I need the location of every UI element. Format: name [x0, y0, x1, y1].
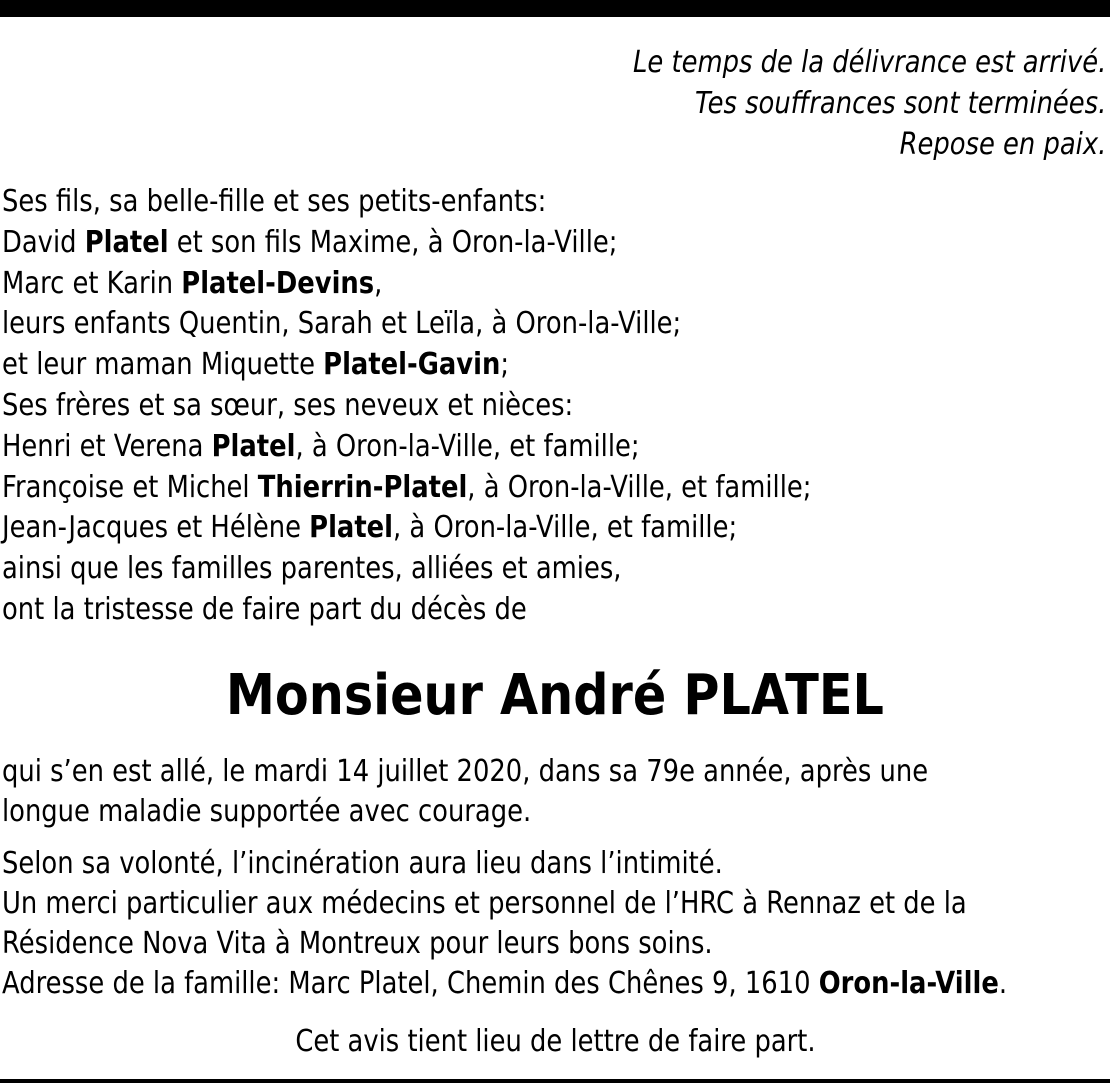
family-line: Ses fils, sa belle-fille et ses petits-enfants: [2, 184, 547, 219]
family-line [2, 468, 811, 509]
family-text: Jean-Jacques et Hélène [2, 510, 310, 546]
address-text: . [998, 966, 1008, 1001]
address-town: Oron-la-Ville [818, 966, 999, 1001]
epigraph-line: Le temps de la délivrance est arrivé. [632, 45, 1106, 80]
family-line: ainsi que les familles parentes, alliées et amies, [2, 551, 622, 587]
family-surname: Platel-Devins [181, 265, 375, 301]
family-text: Françoise et Michel [2, 469, 258, 505]
family-text: et son fils Maxime, à Oron-la-Ville; [168, 224, 618, 260]
death-notice-paragraph [2, 752, 928, 832]
notice-line: qui s’en est allé, le mardi 14 juillet 2020, dans sa 79e année, après une [2, 754, 929, 789]
family-line [2, 345, 811, 386]
family-text: David [2, 224, 85, 260]
family-text: Henri et Verena [2, 428, 212, 464]
epigraph [633, 42, 1106, 165]
family-text: , à Oron-la-Ville, et famille; [467, 469, 812, 505]
address-text: Adresse de la famille: Marc Platel, Chemin des Chênes 9, 1610 [2, 966, 819, 1001]
family-address-line [2, 964, 1007, 1004]
family-surname: Platel [211, 428, 296, 464]
family-text: ; [500, 347, 510, 383]
epigraph-line: Repose en paix. [899, 127, 1106, 162]
closing-text: Cet avis tient lieu de lettre de faire part. [294, 1024, 816, 1059]
family-line [2, 223, 811, 264]
notice-line: longue maladie supportée avec courage. [2, 794, 532, 829]
deceased-name-heading [0, 658, 1110, 734]
family-text: , [374, 265, 383, 301]
deceased-name: Monsieur André PLATEL [225, 663, 885, 728]
family-line: leurs enfants Quentin, Sarah et Leïla, à Oron-la-Ville; [2, 306, 682, 342]
bottom-border-rule [0, 1079, 1110, 1083]
top-border-rule [0, 0, 1110, 17]
closing-note [0, 1022, 1110, 1062]
family-text: Marc et Karin [2, 265, 182, 301]
family-surname: Platel [84, 224, 169, 260]
details-line: Résidence Nova Vita à Montreux pour leurs bons soins. [2, 926, 713, 961]
family-text: et leur maman Miquette [2, 347, 324, 383]
family-surname: Platel-Gavin [323, 347, 501, 383]
family-text: , à Oron-la-Ville, et famille; [393, 510, 738, 546]
family-line [2, 427, 811, 468]
family-line: ont la tristesse de faire part du décès de [2, 591, 527, 627]
epigraph-line: Tes souffrances sont terminées. [694, 86, 1106, 121]
family-list [2, 182, 811, 631]
family-line: Ses frères et sa sœur, ses neveux et nièces: [2, 387, 574, 423]
family-text: , à Oron-la-Ville, et famille; [295, 428, 640, 464]
family-line [2, 508, 811, 549]
family-surname: Thierrin-Platel [257, 469, 468, 505]
family-line [2, 264, 811, 305]
details-line: Selon sa volonté, l’incinération aura lieu dans l’intimité. [2, 846, 723, 881]
details-line: Un merci particulier aux médecins et personnel de l’HRC à Rennaz et de la [2, 886, 967, 921]
details-paragraph [2, 844, 1007, 1004]
family-surname: Platel [309, 510, 394, 546]
